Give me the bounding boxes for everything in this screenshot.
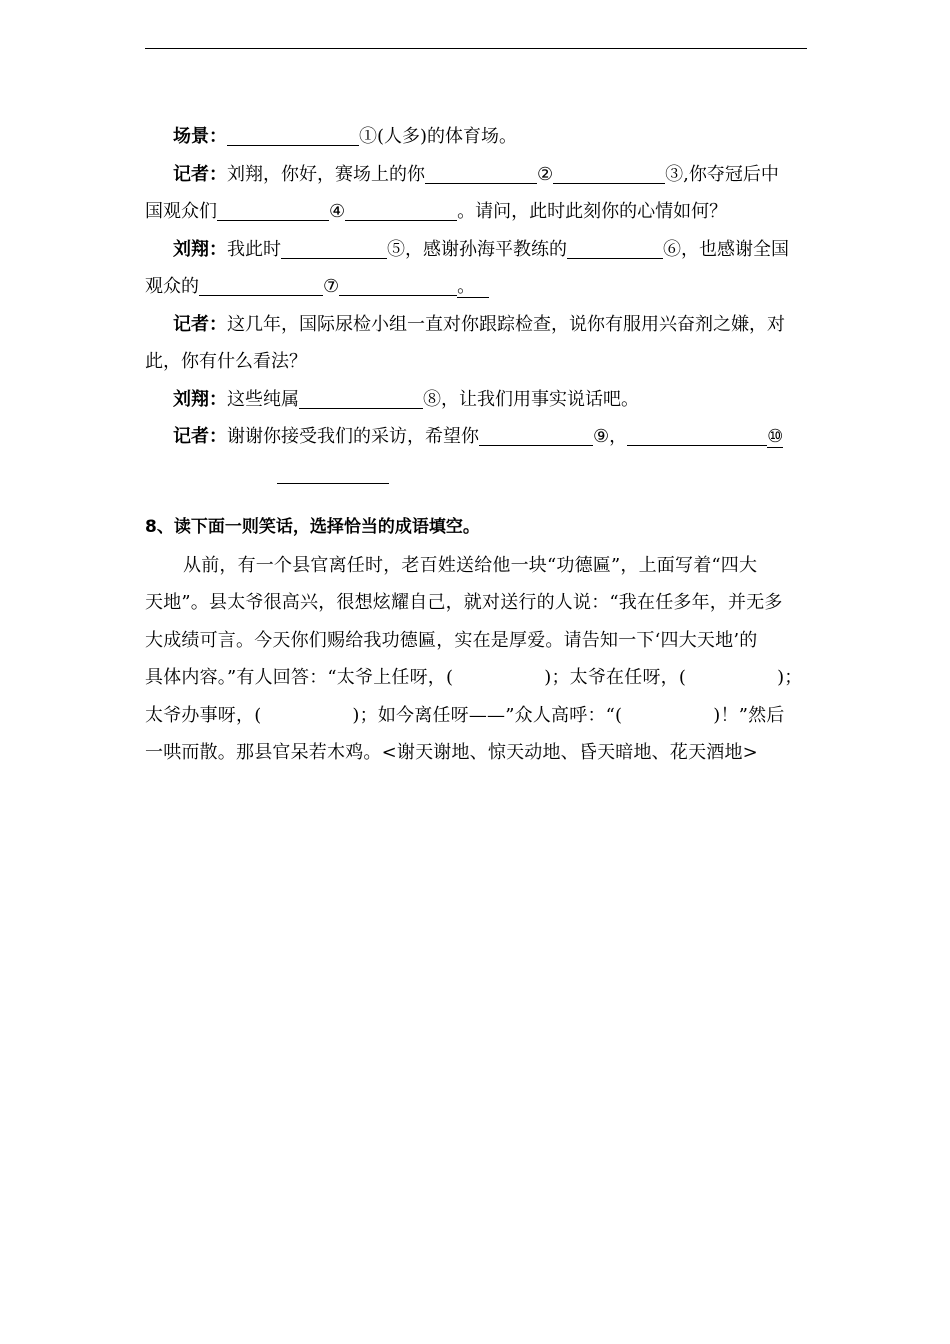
dialogue-text: ⑤，感谢孙海平教练的 — [387, 238, 567, 260]
paragraph-line: 大成绩可言。今天你们赐给我功德匾，实在是厚爱。请告知一下‘四大天地’的 — [145, 629, 758, 651]
liuxiang-line-2 — [145, 381, 807, 419]
liuxiang-line-1-cont — [145, 268, 807, 306]
reporter-line-3-cont — [145, 456, 807, 494]
dialogue-text: 我此时 — [227, 238, 281, 260]
question-8-heading: 8、读下面一则笑话，选择恰当的成语填空。 — [145, 517, 480, 537]
blank-7[interactable] — [199, 273, 323, 296]
reporter-line-1-cont — [145, 193, 807, 231]
scene-line — [145, 118, 807, 156]
dialogue-text: ⑥，也感谢全国 — [663, 238, 789, 260]
blank-9[interactable] — [479, 423, 593, 446]
dialogue-text: 谢谢你接受我们的采访，希望你 — [227, 426, 479, 447]
blank-4[interactable] — [217, 198, 329, 221]
blank-4b[interactable] — [345, 198, 457, 221]
liuxiang-line-1 — [145, 231, 807, 269]
reporter-label: 记者： — [173, 313, 227, 335]
dialogue-text: 刘翔，你好，赛场上的你 — [227, 163, 425, 185]
dialogue-text: 观众的 — [145, 276, 199, 297]
paragraph-line: 天地”。县太爷很高兴，很想炫耀自己，就对送行的人说：“我在任多年，并无多 — [145, 592, 783, 613]
dialogue-text: ③,你夺冠后中 — [665, 163, 779, 185]
paragraph-line: 一哄而散。那县官呆若木鸡。<谢天谢地、惊天动地、昏天暗地、花天酒地> — [145, 742, 758, 763]
circle-number: ② — [537, 163, 554, 185]
paragraph-line: 从前，有一个县官离任时，老百姓送给他一块“功德匾”，上面写着“四大 — [183, 554, 758, 576]
reporter-line-2-cont — [145, 343, 807, 381]
reporter-line-2 — [145, 306, 807, 344]
blank-7b[interactable] — [339, 273, 457, 296]
reporter-label: 记者： — [173, 163, 227, 185]
reporter-line-3 — [145, 418, 807, 456]
liuxiang-label: 刘翔： — [173, 388, 227, 410]
blank-1[interactable] — [227, 123, 359, 146]
reporter-label: 记者： — [173, 426, 227, 447]
dialogue-text: 国观众们 — [145, 201, 217, 222]
dialogue-text: 这些纯属 — [227, 388, 299, 410]
paragraph-line: 具体内容。”有人回答：“太爷上任呀，( )；太爷在任呀，( )； — [145, 667, 803, 688]
dialogue-text: ⑧，让我们用事实说话吧。 — [423, 388, 639, 410]
blank-5[interactable] — [281, 236, 387, 259]
dialogue-text: 。 — [457, 276, 489, 298]
circle-number: ⑩ — [767, 426, 784, 447]
dialogue-text: 。请问，此时此刻你的心情如何？ — [457, 201, 728, 222]
document-body — [145, 118, 807, 772]
dialogue-text: 这几年，国际尿检小组一直对你跟踪检查，说你有服用兴奋剂之嫌，对 — [227, 313, 785, 335]
circle-number: ④ — [329, 201, 346, 222]
header-rule — [145, 48, 807, 49]
blank-8[interactable] — [299, 386, 423, 409]
blank-3[interactable] — [553, 161, 665, 184]
blank-10-cont[interactable] — [277, 461, 389, 484]
circle-number: ⑦ — [323, 276, 340, 297]
dialogue-text: 此，你有什么看法？ — [145, 351, 307, 372]
blank-2[interactable] — [425, 161, 537, 184]
scene-text: ①(人多)的体育场。 — [359, 126, 518, 147]
liuxiang-label: 刘翔： — [173, 238, 227, 260]
circle-number: ⑨， — [593, 426, 628, 447]
blank-6[interactable] — [567, 236, 663, 259]
blank-10[interactable] — [627, 423, 767, 446]
joke-paragraph — [145, 547, 807, 772]
reporter-line-1 — [145, 156, 807, 194]
paragraph-line: 太爷办事呀，( )；如今离任呀——”众人高呼：“( )！”然后 — [145, 704, 785, 726]
scene-label: 场景： — [173, 126, 227, 147]
